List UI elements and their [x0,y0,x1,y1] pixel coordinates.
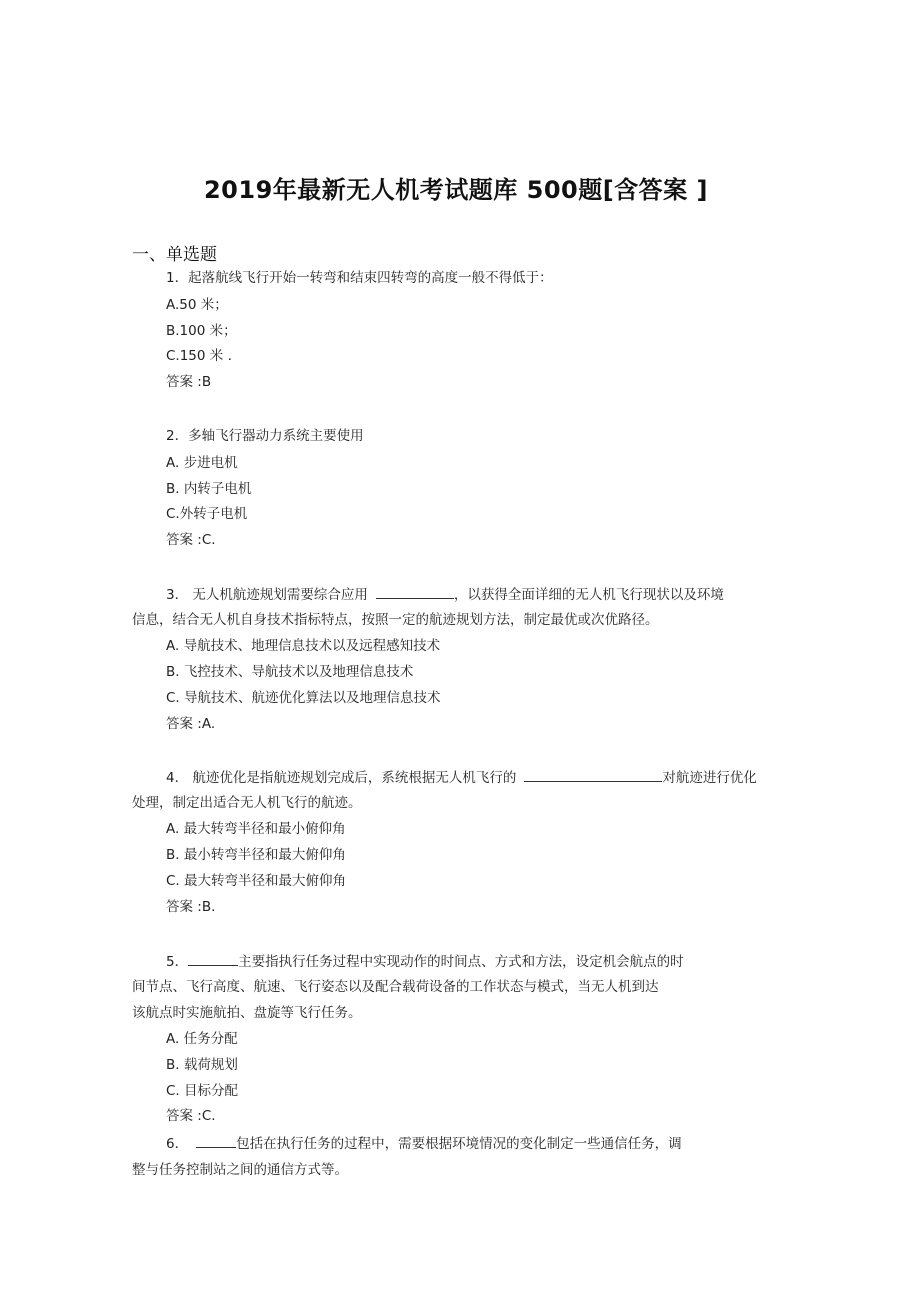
question-5-option-c: C. 目标分配 [166,1083,239,1099]
question-4-stem [166,768,757,787]
question-5-stem-continued-2: 该航点时实施航拍、盘旋等飞行任务。 [132,1005,362,1021]
question-4-stem-part-1: 4． 航迹优化是指航迹规划完成后，系统根据无人机飞行的 [166,770,517,786]
question-3-option-a: A. 导航技术、地理信息技术以及远程感知技术 [166,638,441,654]
question-5-stem [166,952,684,971]
question-5-answer: 答案 :C. [166,1108,216,1124]
question-1-answer: 答案 :B [166,374,212,390]
question-1-option-c: C.150 米 . [166,348,232,364]
question-3-stem-continued: 信息，结合无人机自身技术指标特点，按照一定的航迹规划方法，制定最优或次优路径。 [132,612,659,628]
question-3-stem-part-2: ，以获得全面详细的无人机飞行现状以及环境 [453,587,724,603]
question-5-stem-part-1: 5． [166,954,189,970]
question-2-stem: 2．多轴飞行器动力系统主要使用 [166,428,364,444]
answer-blank [188,952,238,966]
question-3-option-c: C. 导航技术、航迹优化算法以及地理信息技术 [166,690,441,706]
question-3-stem-part-1: 3． 无人机航迹规划需要综合应用 [166,587,368,603]
question-3-option-b: B. 飞控技术、导航技术以及地理信息技术 [166,664,414,680]
question-1-option-a: A.50 米； [166,297,228,313]
answer-blank [524,768,662,782]
question-6-stem-continued: 整与任务控制站之间的通信方式等。 [132,1162,348,1178]
answer-blank [376,585,454,599]
question-2-option-c: C.外转子电机 [166,506,248,522]
question-2-option-b: B. 内转子电机 [166,481,252,497]
question-4-option-a: A. 最大转弯半径和最小俯仰角 [166,821,346,837]
answer-blank [196,1134,236,1148]
section-heading: 一、单选题 [132,245,217,265]
question-5-option-a: A. 任务分配 [166,1031,238,1047]
question-4-stem-continued: 处理，制定出适合无人机飞行的航迹。 [132,795,362,811]
question-6-stem-part-2: 包括在执行任务的过程中，需要根据环境情况的变化制定一些通信任务，调 [236,1136,682,1152]
question-4-answer: 答案 :B. [166,899,216,915]
question-5-option-b: B. 载荷规划 [166,1057,238,1073]
question-4-option-b: B. 最小转弯半径和最大俯仰角 [166,847,346,863]
question-2-answer: 答案 :C. [166,532,216,548]
question-3-answer: 答案 :A. [166,716,216,732]
question-6-stem [166,1134,682,1153]
question-4-option-c: C. 最大转弯半径和最大俯仰角 [166,873,347,889]
question-6-stem-part-1: 6． [166,1136,189,1152]
document-title: 2019年最新无人机考试题库 500题[含答案 ] [203,176,709,204]
question-5-stem-continued-1: 间节点、飞行高度、航速、飞行姿态以及配合载荷设备的工作状态与模式，当无人机到达 [132,979,659,995]
question-5-stem-part-2: 主要指执行任务过程中实现动作的时间点、方式和方法，设定机会航点的时 [238,954,684,970]
question-3-stem [166,585,724,604]
question-4-stem-part-2: 对航迹进行优化 [662,770,757,786]
question-1-option-b: B.100 米； [166,323,237,339]
question-2-option-a: A. 步进电机 [166,455,238,471]
question-1-stem: 1．起落航线飞行开始一转弯和结束四转弯的高度一般不得低于： [166,270,553,286]
